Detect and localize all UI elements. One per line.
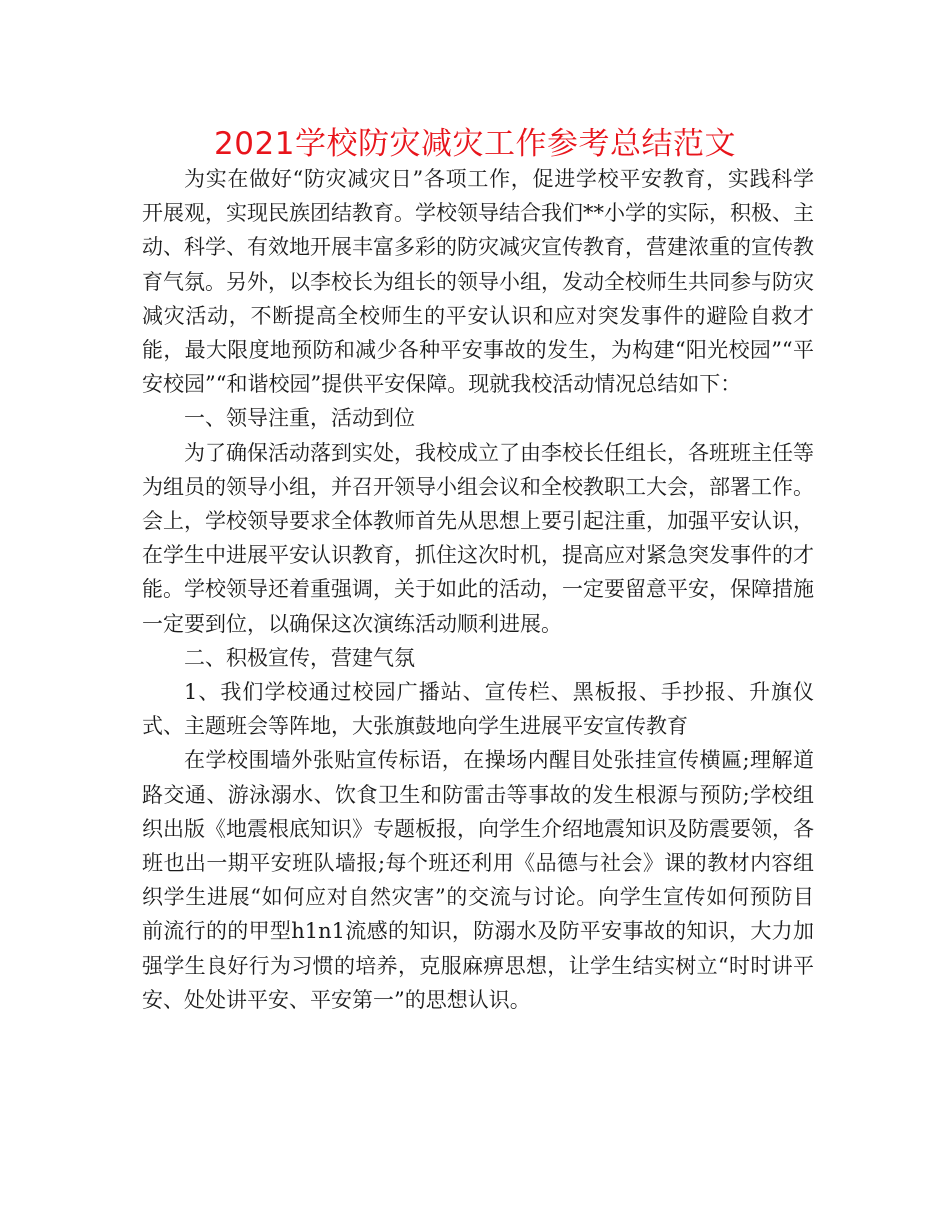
section-heading-2: 二、积极宣传，营建气氛 — [184, 645, 415, 670]
document-body — [142, 162, 814, 1017]
section-heading-1: 一、领导注重，活动到位 — [184, 406, 415, 431]
paragraph-activities: 在学校围墙外张贴宣传标语，在操场内醒目处张挂宣传横匾;理解道路交通、游泳溺水、饮食卫生和防雷击等事故的发生根源与预防;学校组织出版《地震根底知识》专题板报，向学生介绍地震知识及防震要领，各班也出一期平安班队墙报;每个班还利用《品德与社会》课的教材内容组织学生进展“如何应对自然灾害”的交流与讨论。向学生宣传如何预防目前流行的的甲型h1n1流感的知识，防溺水及防平安事故的知识，大力加强学生良好行为习惯的培养，克服麻痹思想，让学生结实树立“时时讲平安、处处讲平安、平安第一”的思想认识。 — [142, 748, 814, 1012]
paragraph-intro: 为实在做好“防灾减灾日”各项工作，促进学校平安教育，实践科学开展观，实现民族团结教育。学校领导结合我们**小学的实际，积极、主动、科学、有效地开展丰富多彩的防灾减灾宣传教育，营建浓重的宣传教育气氛。另外，以李校长为组长的领导小组，发动全校师生共同参与防灾减灾活动，不断提高全校师生的平安认识和应对突发事件的避险自救才能，最大限度地预防和减少各种平安事故的发生，为构建“阳光校园”“平安校园”“和谐校园”提供平安保障。现就我校活动情况总结如下： — [142, 167, 814, 397]
document-title: 2021学校防灾减灾工作参考总结范文 — [214, 126, 736, 162]
paragraph-leadership: 为了确保活动落到实处，我校成立了由李校长任组长，各班班主任等为组员的领导小组，并召开领导小组会议和全校教职工大会，部署工作。会上，学校领导要求全体教师首先从思想上要引起注重，加强平安认识，在学生中进展平安认识教育，抓住这次时机，提高应对紧急突发事件的才能。学校领导还着重强调，关于如此的活动，一定要留意平安，保障措施一定要到位，以确保这次演练活动顺利进展。 — [142, 440, 814, 636]
paragraph-channels: 1、我们学校通过校园广播站、宣传栏、黑板报、手抄报、升旗仪式、主题班会等阵地，大张旗鼓地向学生进展平安宣传教育 — [142, 680, 814, 739]
